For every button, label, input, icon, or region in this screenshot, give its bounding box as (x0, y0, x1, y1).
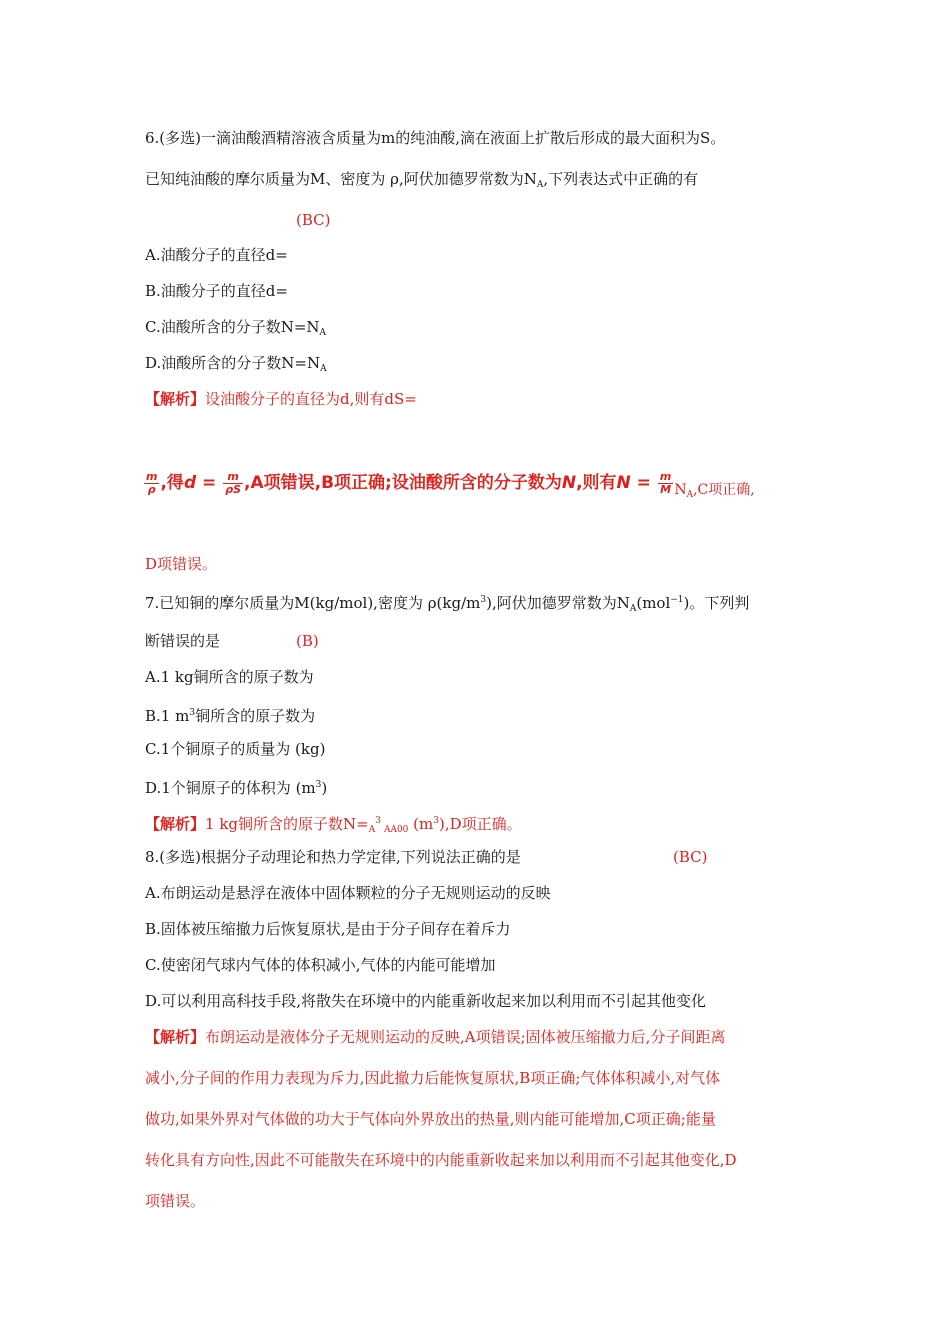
q8-answer: (BC) (673, 848, 708, 866)
q6-stem-line1: 6.(多选)一滴油酸酒精溶液含质量为m的纯油酸,滴在液面上扩散后形成的最大面积为S。 (145, 129, 726, 147)
q8-option-d: D.可以利用高科技手段,将散失在环境中的内能重新收起来加以利用而不引起其他变化 (145, 992, 707, 1010)
fraction-m-over-rho: $\frac{m}{\rho}$ (146, 469, 158, 496)
q8-option-c: C.使密闭气球内气体的体积减小,气体的内能可能增加 (145, 956, 496, 974)
q6-option-a: A.油酸分子的直径d= (145, 246, 288, 264)
q6-stem-line2: 已知纯油酸的摩尔质量为M、密度为 ρ,阿伏加德罗常数为$N_A$,下列表达式中正确的有 (145, 170, 699, 190)
fraction-m-over-capital-m: $\frac{m}{M}$ (659, 469, 672, 496)
q6-option-c: C.油酸所含的分子数$N=N_A$ (145, 318, 327, 338)
q7-option-a: A.1 kg铜所含的原子数为 (145, 668, 314, 686)
q6-answer: (BC) (296, 211, 331, 229)
q7-stem-line2: 断错误的是 (145, 632, 221, 650)
fraction-m-over-rho-s: $\frac{m}{\rho S}$ (225, 469, 241, 496)
q8-analysis-line1: 【解析】布朗运动是液体分子无规则运动的反映,A项错误;固体被压缩撤力后,分子间距离 (145, 1028, 726, 1046)
q6-option-b: B.油酸分子的直径d= (145, 282, 288, 300)
q7-option-d: D.1个铜原子的体积为 $(m^3)$ (145, 779, 328, 797)
q8-analysis-line3: 做功,如果外界对气体做的功大于气体向外界放出的热量,则内能可能增加,C项正确;能量 (145, 1110, 716, 1128)
q8-analysis-line4: 转化具有方向性,因此不可能散失在环境中的内能重新收起来加以利用而不引起其他变化,D (145, 1151, 737, 1169)
q8-stem: 8.(多选)根据分子动理论和热力学定律,下列说法正确的是 (145, 848, 521, 866)
q6-option-d: D.油酸所含的分子数$N=N_A$ (145, 354, 327, 374)
q6-analysis-formula: $\frac{m}{\rho}$ ,得d = $\frac{m}{\rho S}$ ,A项错误,B项正确;设油酸所含的分子数为N,则有N = $\frac{m}{M}$ $_{N_A,C项正确,}$ (146, 469, 755, 500)
q7-answer: (B) (296, 632, 319, 650)
q8-option-b: B.固体被压缩撤力后恢复原状,是由于分子间存在着斥力 (145, 920, 511, 938)
q7-analysis: 【解析】1 kg铜所含的原子数$N=_A^3_{AA00}$ $(m^3),D$项正确。 (145, 815, 522, 835)
q6-analysis-end: D项错误。 (145, 555, 218, 573)
q7-stem-line1: 7.已知铜的摩尔质量为M(kg/mol),密度为 $\rho(kg/m^3)$,阿伏加德罗常数为$N_A(mol^{-1})$。下列判 (145, 594, 750, 614)
q8-analysis-line2: 减小,分子间的作用力表现为斥力,因此撤力后能恢复原状,B项正确;气体体积减小,对气体 (145, 1069, 721, 1087)
q7-option-b: B.1 $m^3$铜所含的原子数为 (145, 707, 316, 725)
q6-analysis: 【解析】设油酸分子的直径为d,则有dS= (145, 390, 417, 408)
q8-analysis-line5: 项错误。 (145, 1192, 206, 1210)
q8-option-a: A.布朗运动是悬浮在液体中固体颗粒的分子无规则运动的反映 (145, 884, 551, 902)
q7-option-c: C.1个铜原子的质量为 (kg) (145, 740, 326, 758)
